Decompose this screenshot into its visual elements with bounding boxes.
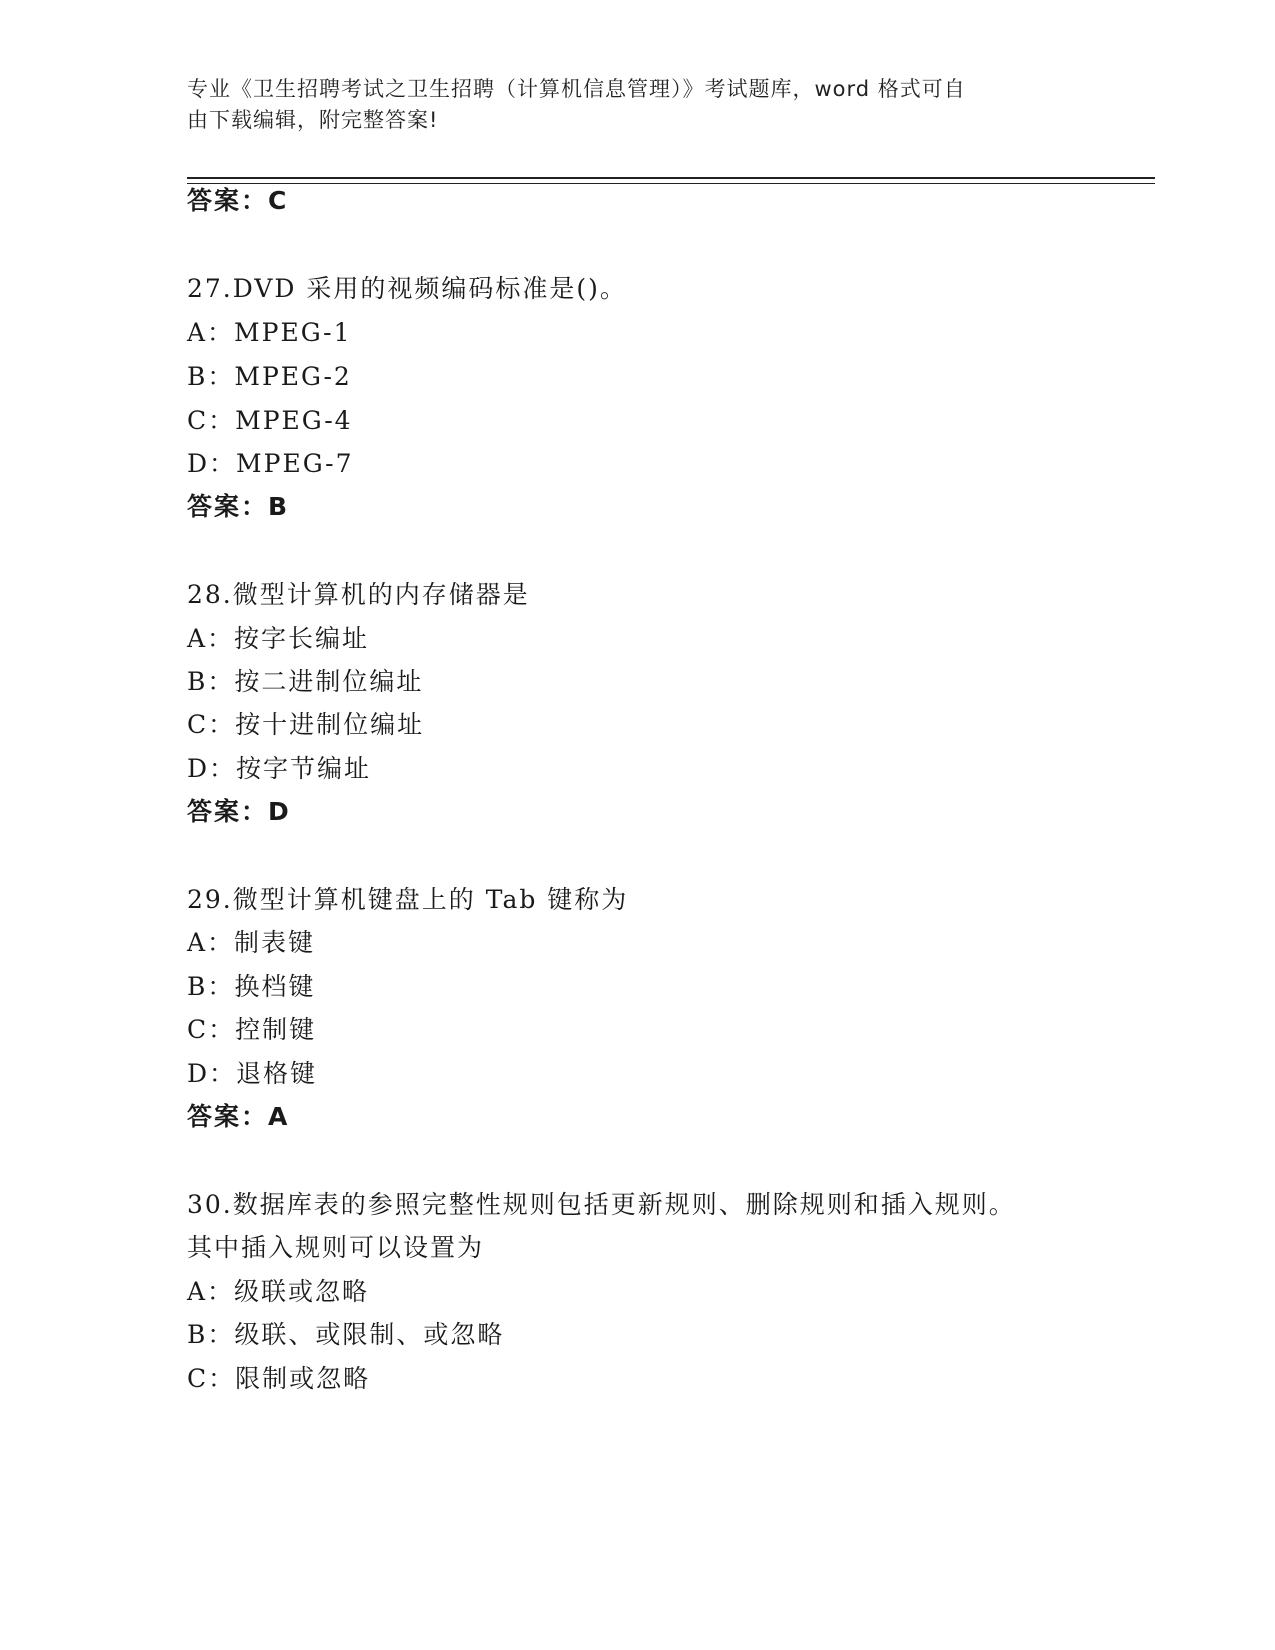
q29-option-a: A：制表键: [187, 928, 316, 957]
q28-option-d: D：按字节编址: [187, 754, 372, 783]
header-divider-thin: [187, 183, 1155, 184]
header-line-1: 专业《卫生招聘考试之卫生招聘（计算机信息管理）》考试题库，word 格式可自: [187, 77, 966, 101]
document-header: [187, 74, 1067, 136]
question-30-line-2: 其中插入规则可以设置为: [187, 1233, 485, 1262]
q28-option-a: A：按字长编址: [187, 624, 370, 653]
q29-option-c: C：控制键: [187, 1015, 317, 1044]
q28-option-c: C：按十进制位编址: [187, 710, 425, 739]
q29-option-d: D：退格键: [187, 1059, 318, 1088]
header-divider-thick: [187, 177, 1155, 179]
answer-27: 答案：B: [187, 492, 290, 521]
q30-option-a: A：级联或忽略: [187, 1277, 370, 1306]
answer-26: 答案：C: [187, 186, 289, 215]
question-27: 27.DVD 采用的视频编码标准是()。: [187, 274, 627, 303]
question-29: 29.微型计算机键盘上的 Tab 键称为: [187, 885, 629, 914]
q27-option-b: B：MPEG-2: [187, 362, 352, 391]
answer-29: 答案：A: [187, 1102, 290, 1131]
q27-option-a: A：MPEG-1: [187, 318, 352, 347]
header-line-2: 由下载编辑，附完整答案!: [187, 108, 439, 132]
question-28: 28.微型计算机的内存储器是: [187, 580, 530, 609]
q29-option-b: B：换档键: [187, 972, 316, 1001]
q27-option-d: D：MPEG-7: [187, 449, 354, 478]
q30-option-b: B：级联、或限制、或忽略: [187, 1320, 505, 1349]
q30-option-c: C：限制或忽略: [187, 1364, 371, 1393]
answer-28: 答案：D: [187, 797, 291, 826]
question-30-line-1: 30.数据库表的参照完整性规则包括更新规则、删除规则和插入规则。: [187, 1190, 1016, 1219]
q27-option-c: C：MPEG-4: [187, 406, 353, 435]
q28-option-b: B：按二进制位编址: [187, 667, 424, 696]
